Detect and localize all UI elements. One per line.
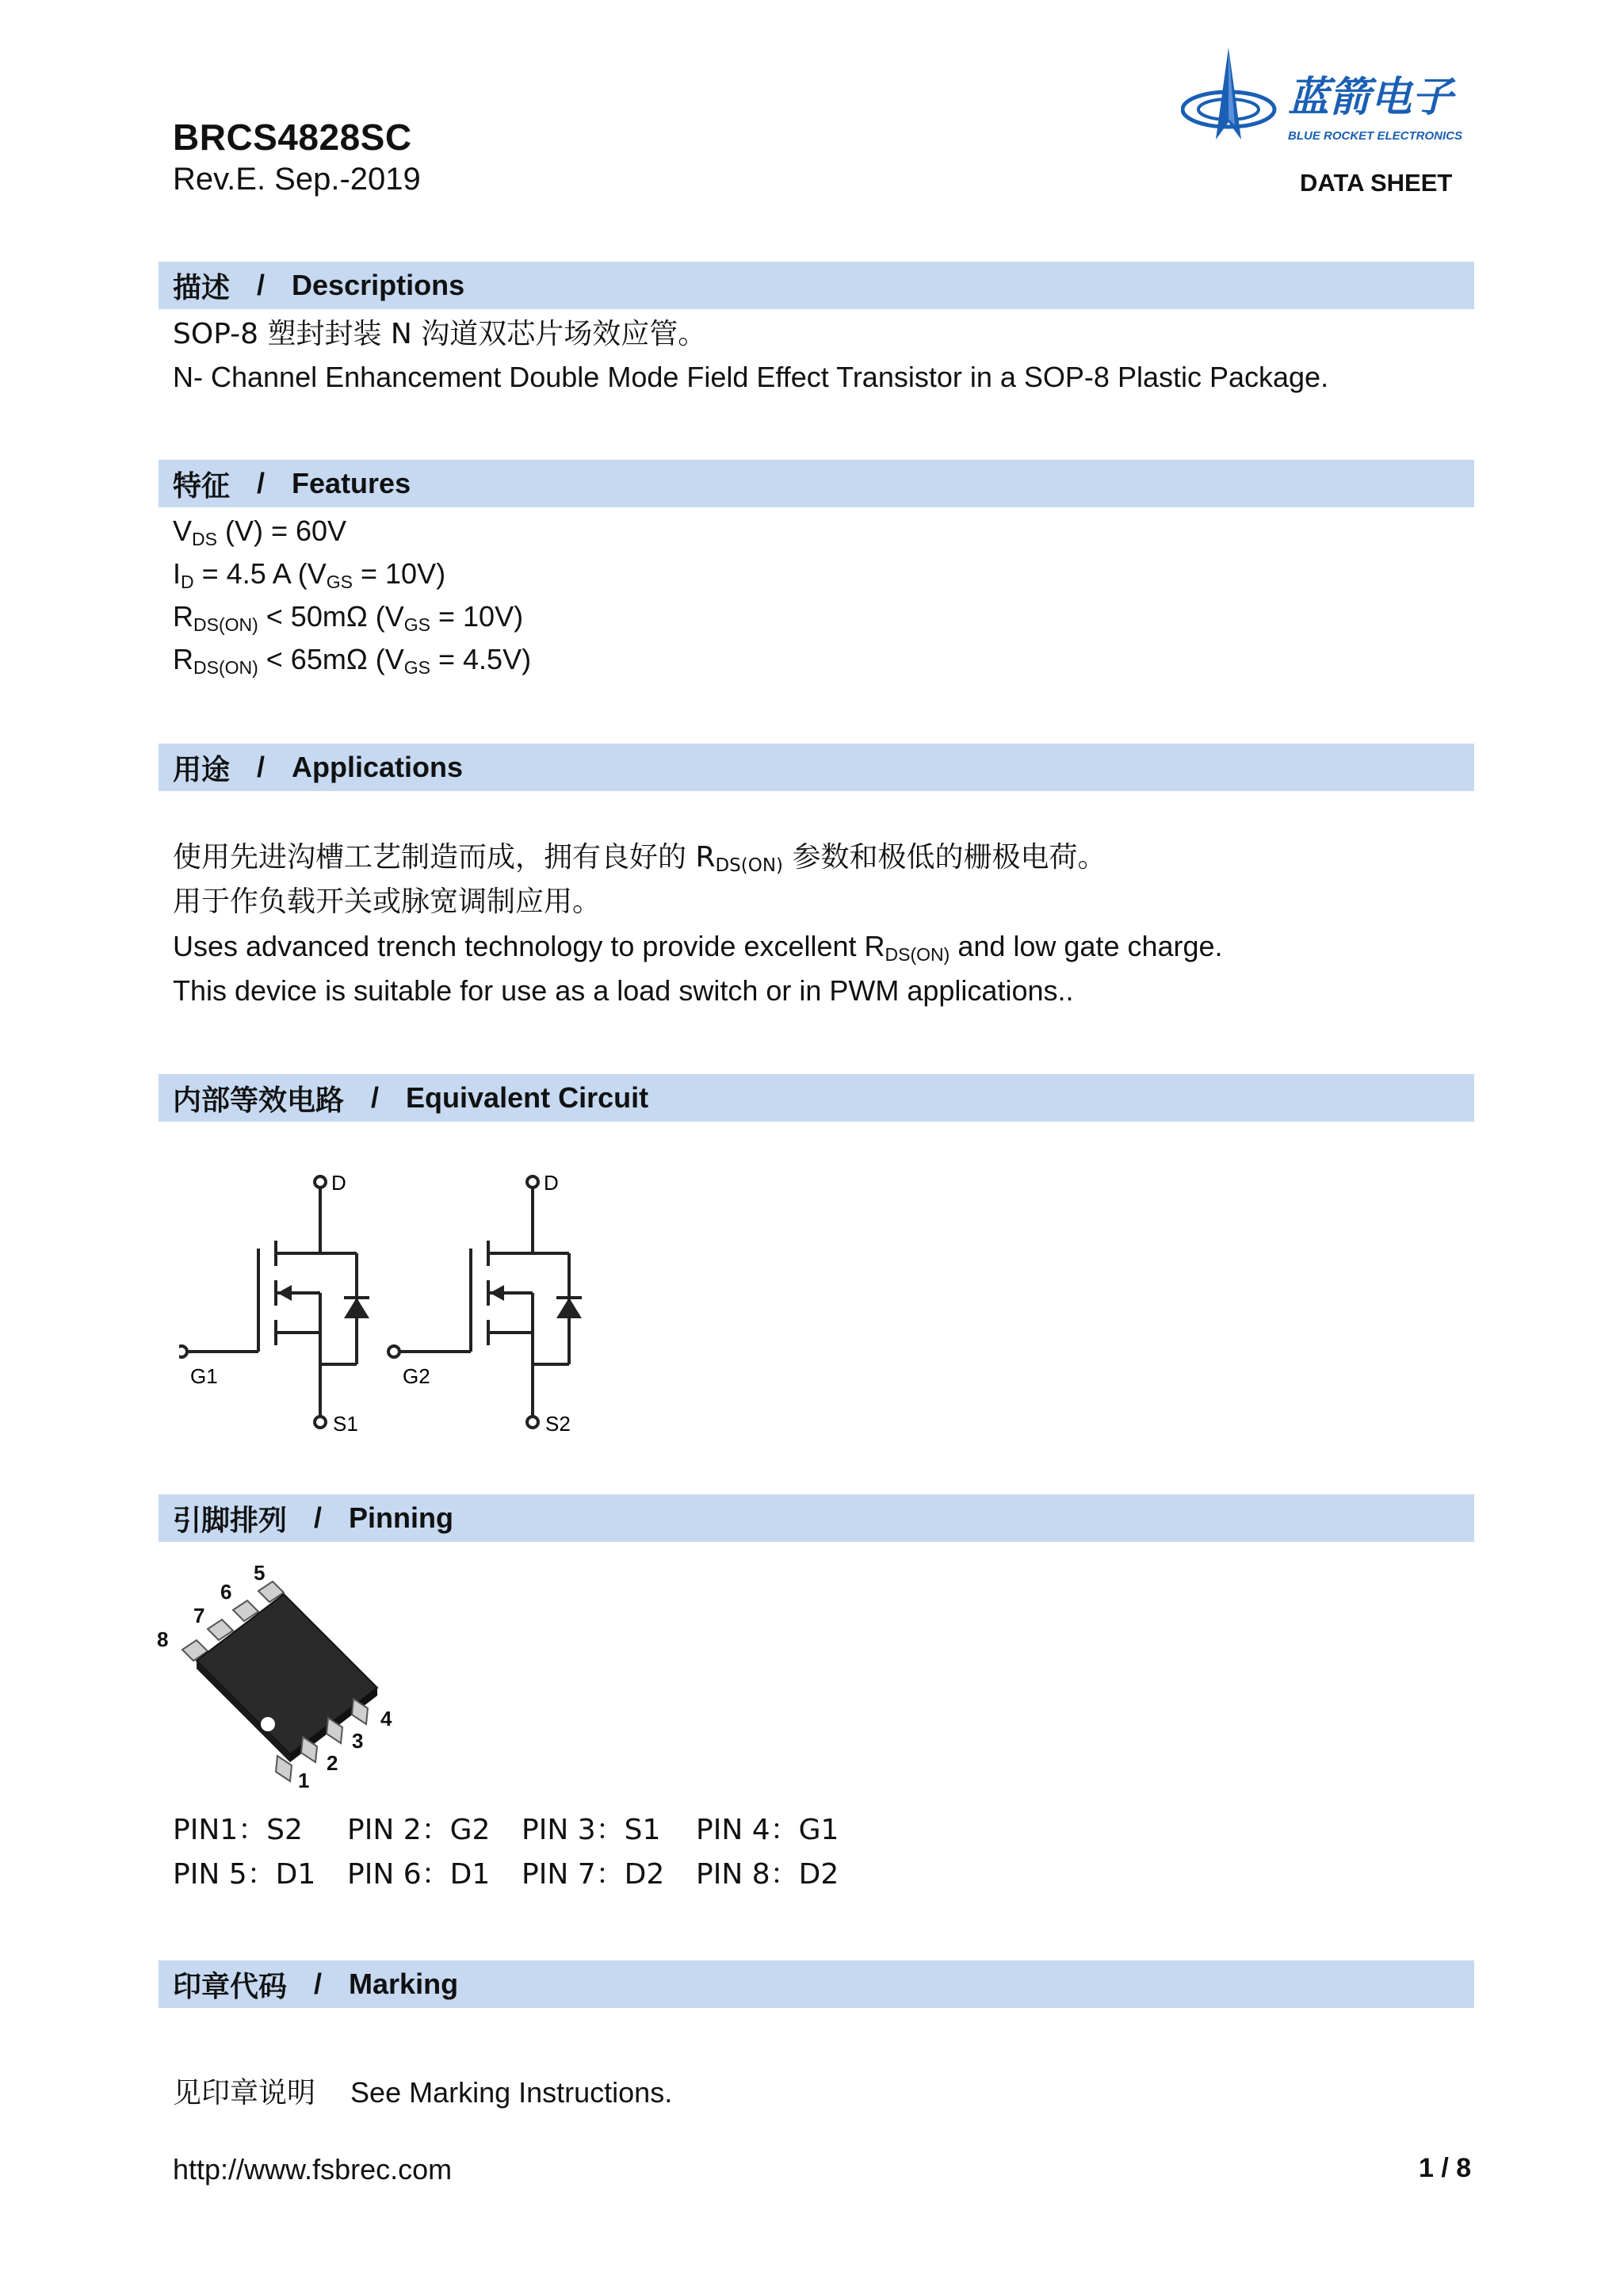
section-title-zh: 引脚排列 [173, 1504, 288, 1537]
logo-brand-zh: 蓝箭电子 [1288, 74, 1454, 121]
feature-rds-on-4-5v: $R_{DS(ON)} < 65m\Omega$ $(V_{GS} = 4.5V)$ [173, 643, 532, 678]
diode-icon-2 [556, 1298, 582, 1318]
section-equivalent-circuit [159, 1074, 1474, 1122]
doc-type: DATA SHEET [1300, 169, 1453, 197]
mosfet-symbol-2 [388, 1176, 582, 1428]
pin-label: PIN 8：D2 [696, 1858, 839, 1891]
section-separator: / [371, 1081, 380, 1114]
pin-label: PIN 2：G2 [347, 1814, 491, 1846]
section-separator: / [257, 269, 266, 301]
description-en: N- Channel Enhancement Double Mode Field Effect Transistor in a SOP-8 Plastic Package. [173, 361, 1329, 393]
pin-number-5: 5 [254, 1561, 266, 1585]
rocket-icon [1183, 48, 1274, 140]
pin-number-3: 3 [352, 1729, 364, 1753]
label-g1: G1 [190, 1364, 218, 1388]
section-pinning [159, 1494, 1474, 1542]
section-title-en: Marking [349, 1968, 459, 2000]
company-logo [1181, 46, 1482, 165]
section-separator: / [257, 467, 266, 499]
pin-label: PIN1：S2 [173, 1814, 303, 1846]
section-marking [159, 1960, 1474, 2008]
label-s2: S2 [545, 1412, 571, 1436]
label-g2: G2 [403, 1364, 430, 1388]
application-en-line1: Uses advanced trench technology to provide excellent $R_{DS(ON)}$ and low gate charge. [173, 930, 1223, 965]
body-arrow-2 [490, 1285, 504, 1301]
section-title-en: Features [292, 467, 411, 499]
pin-label: PIN 5：D1 [173, 1858, 316, 1891]
pin-number-4: 4 [380, 1707, 392, 1731]
application-en-line2: This device is suitable for use as a load switch or in PWM applications.. [173, 974, 1074, 1007]
section-title-en: Pinning [349, 1501, 454, 1534]
pin-number-6: 6 [220, 1580, 232, 1604]
pin-label: PIN 7：D2 [522, 1858, 665, 1891]
application-zh-line1: 使用先进沟槽工艺制造而成，拥有良好的 $R_{DS(ON)}$ 参数和极低的栅极电荷。 [173, 841, 1106, 876]
pin-number-7: 7 [193, 1604, 205, 1627]
label-d1: D [331, 1171, 346, 1195]
pin-number-1: 1 [298, 1769, 310, 1788]
pin-number-2: 2 [327, 1751, 338, 1775]
package-body [197, 1594, 377, 1754]
pin-label: PIN 6：D1 [347, 1858, 491, 1891]
footer-url[interactable]: http://www.fsbrec.com [173, 2153, 453, 2186]
section-descriptions [159, 262, 1474, 309]
section-title-en: Descriptions [292, 269, 465, 301]
marking-note-zh: 见印章说明 [173, 2077, 316, 2109]
feature-rds-on-10v: $R_{DS(ON)} < 50m\Omega$ $(V_{GS} = 10V)$ [173, 600, 524, 635]
application-zh-line2: 用于作负载开关或脉宽调制应用。 [173, 885, 602, 918]
description-zh: SOP-8 塑封封装 N 沟道双芯片场效应管。 [173, 318, 707, 350]
label-s1: S1 [333, 1412, 358, 1436]
pinning-row-1 [173, 1807, 870, 1848]
section-separator: / [314, 1968, 323, 2000]
label-d2: D [544, 1171, 559, 1195]
equivalent-circuit-diagram [179, 1161, 623, 1447]
section-title-zh: 印章代码 [173, 1970, 288, 2003]
feature-id: $I_D = 4.5$ A $(V_{GS} = 10V)$ [173, 557, 446, 592]
sop8-package-image [151, 1558, 412, 1788]
logo-brand-en: BLUE ROCKET ELECTRONICS [1288, 129, 1463, 143]
marking-note-en: See Marking Instructions. [350, 2076, 673, 2109]
section-title-zh: 特征 [173, 469, 231, 503]
pin-label: PIN 4：G1 [696, 1814, 839, 1846]
diode-icon-1 [344, 1298, 369, 1318]
section-title-en: Equivalent Circuit [406, 1081, 649, 1114]
part-number: BRCS4828SC [173, 117, 412, 158]
pinning-row-2 [173, 1852, 870, 1892]
feature-vds: $V_{DS}$ (V) = 60V [173, 514, 347, 549]
pin1-marker [261, 1717, 275, 1731]
section-applications [159, 744, 1474, 791]
section-separator: / [314, 1501, 323, 1534]
marking-note [173, 2077, 672, 2109]
body-arrow-1 [277, 1285, 292, 1301]
revision: Rev.E. Sep.-2019 [173, 162, 421, 197]
section-title-en: Applications [292, 751, 464, 783]
section-separator: / [257, 751, 266, 783]
pin-number-8: 8 [157, 1627, 169, 1651]
section-features [159, 460, 1474, 507]
pin-label: PIN 3：S1 [522, 1814, 661, 1846]
section-title-zh: 内部等效电路 [173, 1084, 345, 1117]
section-title-zh: 用途 [173, 753, 231, 786]
page-number: 1 / 8 [1419, 2153, 1472, 2183]
section-title-zh: 描述 [173, 271, 231, 304]
mosfet-symbol-1 [179, 1176, 369, 1428]
